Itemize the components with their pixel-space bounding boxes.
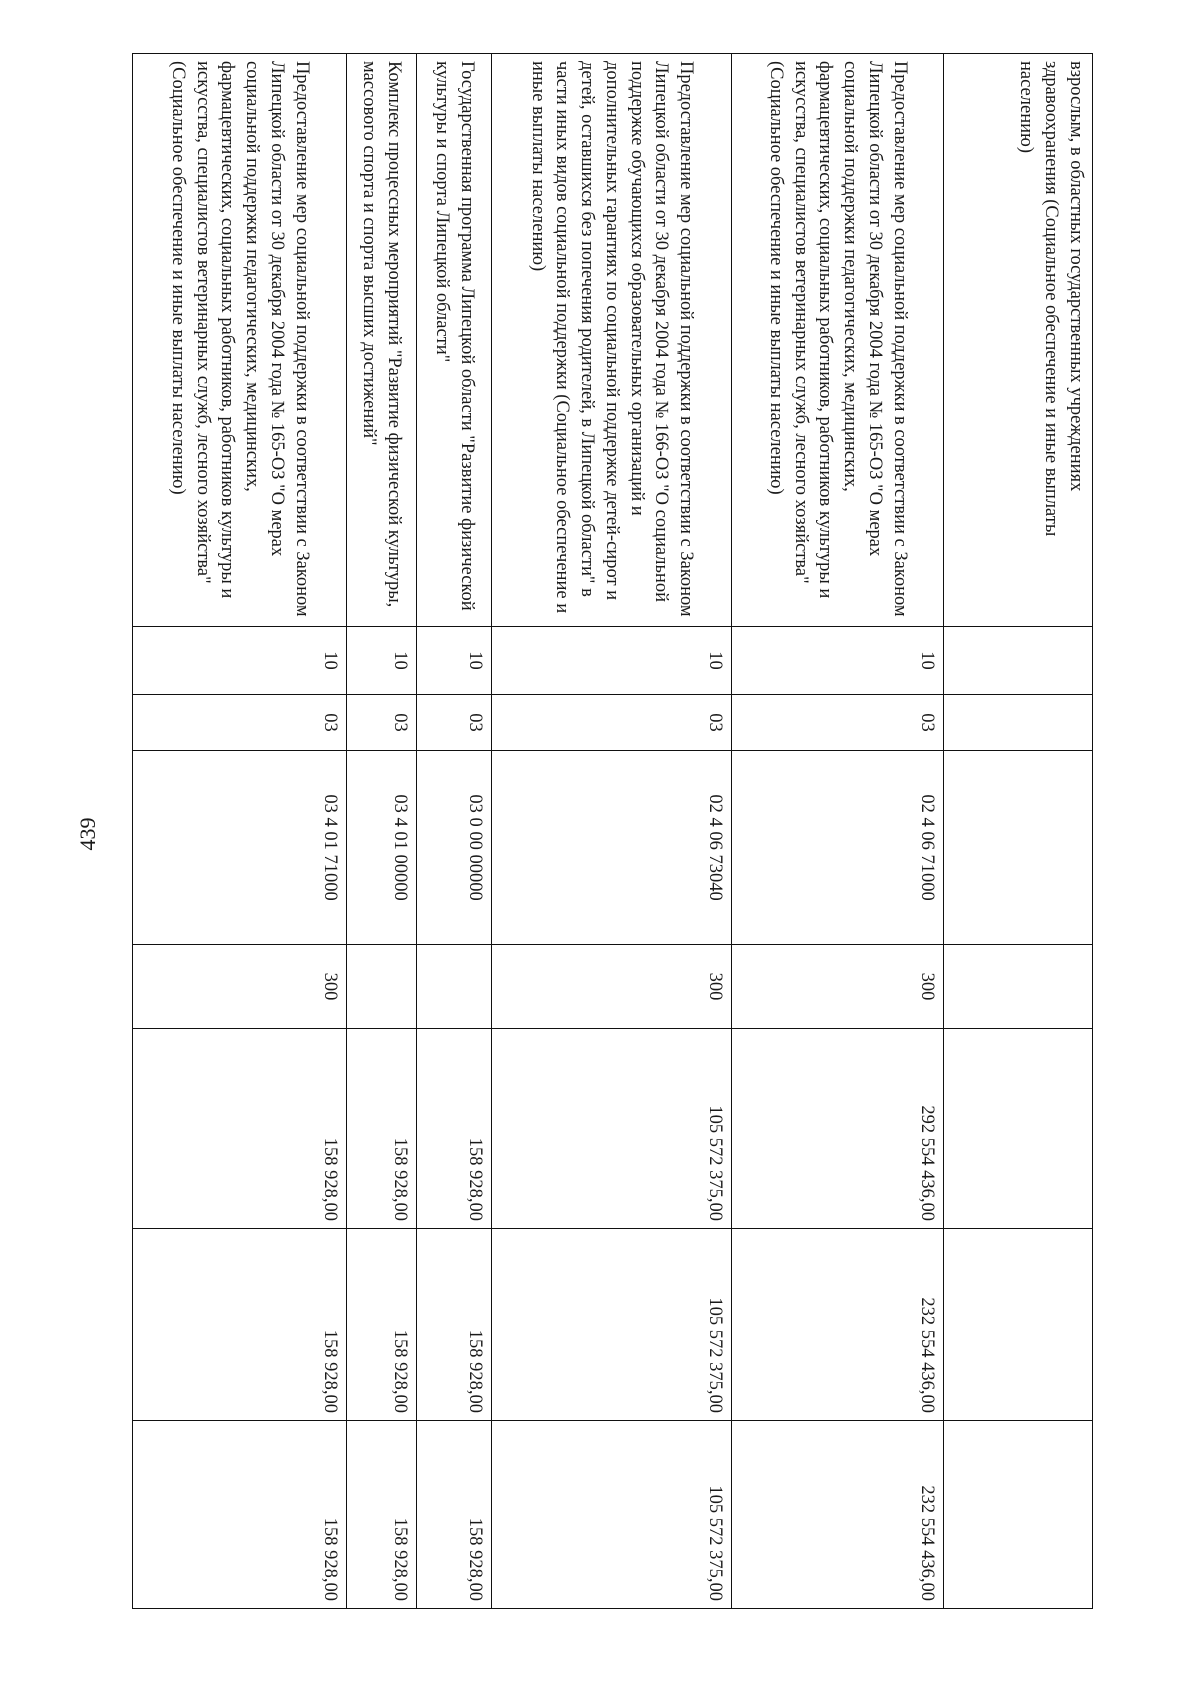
amount-year-1: 105 572 375,00 bbox=[492, 1029, 732, 1229]
subsection-code: 03 bbox=[732, 695, 944, 751]
section-code bbox=[944, 627, 1093, 695]
expense-type-code: 300 bbox=[133, 945, 347, 1029]
section-code: 10 bbox=[347, 627, 417, 695]
expense-type-code: 300 bbox=[492, 945, 732, 1029]
table-row bbox=[732, 54, 944, 1609]
amount-year-3: 105 572 375,00 bbox=[492, 1421, 732, 1609]
amount-year-2: 105 572 375,00 bbox=[492, 1229, 732, 1421]
row-description: Комплекс процессных мероприятий "Развитие физической культуры, массового спорта и спорта высших достижений" bbox=[347, 54, 417, 627]
budget-table bbox=[132, 53, 1093, 1609]
amount-year-1: 292 554 436,00 bbox=[732, 1029, 944, 1229]
target-article-code: 02 4 06 73040 bbox=[492, 751, 732, 945]
row-description: Предоставление мер социальной поддержки в соответствии с Законом Липецкой области от 30 декабря 2004 года № 165-ОЗ "О мерах социальной поддержки педагогических, медицинских, фармацевтических, социальных работников, работников культуры и искусства, специалистов ветеринарных служб, лесного хозяйства" (Социальное обеспечение и иные выплаты населению) bbox=[133, 54, 347, 627]
table-row bbox=[417, 54, 492, 1609]
section-code: 10 bbox=[732, 627, 944, 695]
amount-year-3 bbox=[944, 1421, 1093, 1609]
section-code: 10 bbox=[492, 627, 732, 695]
table-row bbox=[492, 54, 732, 1609]
subsection-code bbox=[944, 695, 1093, 751]
amount-year-1: 158 928,00 bbox=[417, 1029, 492, 1229]
amount-year-2: 158 928,00 bbox=[133, 1229, 347, 1421]
row-description: Предоставление мер социальной поддержки в соответствии с Законом Липецкой области от 30 декабря 2004 года № 166-ОЗ "О социальной поддержке обучающихся образовательных организаций и дополнительных гарантиях по социальной поддержке детей-сирот и детей, оставшихся без попечения родителей, в Липецкой области" в части иных видов социальной поддержки (Социальное обеспечение и иные выплаты населению) bbox=[492, 54, 732, 627]
subsection-code: 03 bbox=[133, 695, 347, 751]
rotated-page-content bbox=[133, 53, 1093, 1608]
page-number bbox=[70, 806, 106, 862]
subsection-code: 03 bbox=[492, 695, 732, 751]
subsection-code: 03 bbox=[417, 695, 492, 751]
target-article-code: 03 4 01 00000 bbox=[347, 751, 417, 945]
amount-year-2: 232 554 436,00 bbox=[732, 1229, 944, 1421]
section-code: 10 bbox=[133, 627, 347, 695]
table-row bbox=[944, 54, 1093, 1609]
table-row bbox=[347, 54, 417, 1609]
expense-type-code bbox=[417, 945, 492, 1029]
expense-type-code: 300 bbox=[732, 945, 944, 1029]
row-description: взрослым, в областных государственных учреждениях здравоохранения (Социальное обеспечение и иные выплаты населению) bbox=[944, 54, 1093, 627]
amount-year-1 bbox=[944, 1029, 1093, 1229]
amount-year-2: 158 928,00 bbox=[347, 1229, 417, 1421]
target-article-code: 02 4 06 71000 bbox=[732, 751, 944, 945]
expense-type-code bbox=[347, 945, 417, 1029]
amount-year-1: 158 928,00 bbox=[133, 1029, 347, 1229]
amount-year-3: 158 928,00 bbox=[133, 1421, 347, 1609]
amount-year-2: 158 928,00 bbox=[417, 1229, 492, 1421]
amount-year-3: 232 554 436,00 bbox=[732, 1421, 944, 1609]
target-article-code: 03 0 00 00000 bbox=[417, 751, 492, 945]
target-article-code bbox=[944, 751, 1093, 945]
row-description: Государственная программа Липецкой области "Развитие физической культуры и спорта Липецкой области" bbox=[417, 54, 492, 627]
page-number-text: 439 bbox=[75, 817, 100, 851]
subsection-code: 03 bbox=[347, 695, 417, 751]
amount-year-1: 158 928,00 bbox=[347, 1029, 417, 1229]
target-article-code: 03 4 01 71000 bbox=[133, 751, 347, 945]
amount-year-3: 158 928,00 bbox=[417, 1421, 492, 1609]
amount-year-3: 158 928,00 bbox=[347, 1421, 417, 1609]
expense-type-code bbox=[944, 945, 1093, 1029]
amount-year-2 bbox=[944, 1229, 1093, 1421]
section-code: 10 bbox=[417, 627, 492, 695]
row-description: Предоставление мер социальной поддержки в соответствии с Законом Липецкой области от 30 декабря 2004 года № 165-ОЗ "О мерах социальной поддержки педагогических, медицинских, фармацевтических, социальных работников, работников культуры и искусства, специалистов ветеринарных служб, лесного хозяйства" (Социальное обеспечение и иные выплаты населению) bbox=[732, 54, 944, 627]
table-row bbox=[133, 54, 347, 1609]
